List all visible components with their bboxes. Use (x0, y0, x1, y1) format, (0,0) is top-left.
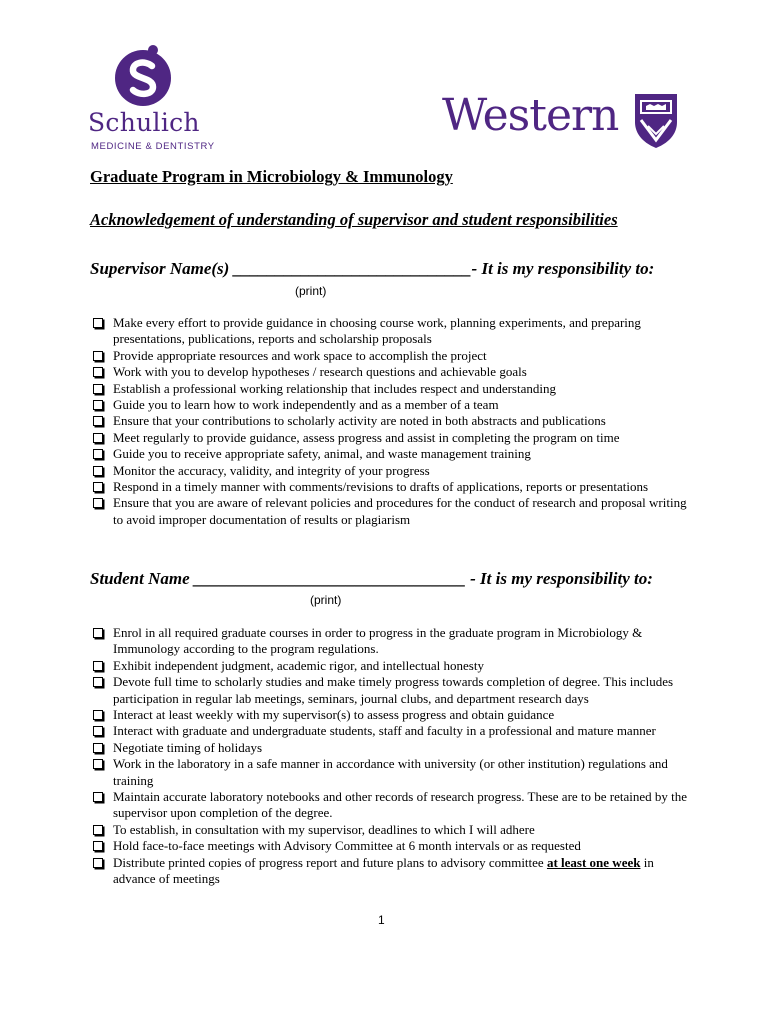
checkbox-icon (93, 759, 103, 769)
list-item: Ensure that you are aware of relevant policies and procedures for the conduct of research and proposal writing to avoid improper documentation of results or plagiarism (93, 495, 693, 528)
checkbox-icon (93, 628, 103, 638)
western-logo (442, 88, 682, 152)
list-item: Distribute printed copies of progress report and future plans to advisory committee at least one week in advance of meetings (93, 855, 693, 888)
list-item: Monitor the accuracy, validity, and integrity of your progress (93, 463, 693, 479)
page-number: 1 (378, 913, 385, 927)
schulich-name: Schulich (88, 108, 200, 137)
list-item: Hold face-to-face meetings with Advisory Committee at 6 month intervals or as requested (93, 838, 693, 854)
checkbox-icon (93, 466, 103, 476)
checkbox-icon (93, 792, 103, 802)
checkbox-icon (93, 858, 103, 868)
list-item: Exhibit independent judgment, academic rigor, and intellectual honesty (93, 658, 693, 674)
list-item: To establish, in consultation with my supervisor, deadlines to which I will adhere (93, 822, 693, 838)
schulich-logo (88, 44, 215, 154)
western-crest-icon (632, 90, 680, 150)
student-responsibility-list (93, 625, 693, 888)
checkbox-icon (93, 449, 103, 459)
checkbox-icon (93, 841, 103, 851)
checkbox-icon (93, 318, 103, 328)
checkbox-icon (93, 367, 103, 377)
list-item: Make every effort to provide guidance in choosing course work, planning experiments, and preparing presentations, publications, reports and scholarship proposals (93, 315, 693, 348)
checkbox-icon (93, 743, 103, 753)
checkbox-icon (93, 482, 103, 492)
supervisor-name-line: Supervisor Name(s) ____________________________- It is my responsibility to: (90, 259, 655, 278)
checkbox-icon (93, 726, 103, 736)
list-item: Maintain accurate laboratory notebooks and other records of research progress. These are to be retained by the supervisor upon completion of the degree. (93, 789, 693, 822)
list-item: Work in the laboratory in a safe manner in accordance with university (or other institution) regulations and training (93, 756, 693, 789)
list-item: Negotiate timing of holidays (93, 740, 693, 756)
list-item: Devote full time to scholarly studies and make timely progress towards completion of degree. This includes participation in regular lab meetings, seminars, journal clubs, and department research days (93, 674, 693, 707)
schulich-s-icon (114, 44, 172, 108)
western-wordmark: Western (442, 90, 619, 141)
checkbox-icon (93, 433, 103, 443)
supervisor-print-note: (print) (295, 284, 327, 298)
list-item: Guide you to learn how to work independently and as a member of a team (93, 397, 693, 413)
schulich-subtitle: MEDICINE & DENTISTRY (91, 141, 215, 152)
student-name-line: Student Name ________________________________ - It is my responsibility to: (90, 569, 653, 588)
list-item: Respond in a timely manner with comments/revisions to drafts of applications, reports or presentations (93, 479, 693, 495)
list-item: Guide you to receive appropriate safety, animal, and waste management training (93, 446, 693, 462)
checkbox-icon (93, 710, 103, 720)
checkbox-icon (93, 825, 103, 835)
checkbox-icon (93, 416, 103, 426)
program-title: Graduate Program in Microbiology & Immunology (90, 167, 453, 186)
list-item: Establish a professional working relationship that includes respect and understanding (93, 381, 693, 397)
checkbox-icon (93, 400, 103, 410)
supervisor-responsibility-list (93, 315, 693, 528)
checkbox-icon (93, 351, 103, 361)
checkbox-icon (93, 498, 103, 508)
list-item: Meet regularly to provide guidance, assess progress and assist in completing the program on time (93, 430, 693, 446)
list-item: Work with you to develop hypotheses / research questions and achievable goals (93, 364, 693, 380)
list-item: Interact at least weekly with my supervisor(s) to assess progress and obtain guidance (93, 707, 693, 723)
checkbox-icon (93, 661, 103, 671)
checkbox-icon (93, 384, 103, 394)
list-item: Ensure that your contributions to scholarly activity are noted in both abstracts and publications (93, 413, 693, 429)
list-item: Interact with graduate and undergraduate students, staff and faculty in a professional and mature manner (93, 723, 693, 739)
emphasis-text: at least one week (546, 854, 641, 870)
list-item: Provide appropriate resources and work space to accomplish the project (93, 348, 693, 364)
acknowledgement-title: Acknowledgement of understanding of supervisor and student responsibilities (90, 210, 618, 229)
checkbox-icon (93, 677, 103, 687)
student-print-note: (print) (310, 593, 342, 607)
list-item: Enrol in all required graduate courses in order to progress in the graduate program in Microbiology & Immunology according to the program regulations. (93, 625, 693, 658)
